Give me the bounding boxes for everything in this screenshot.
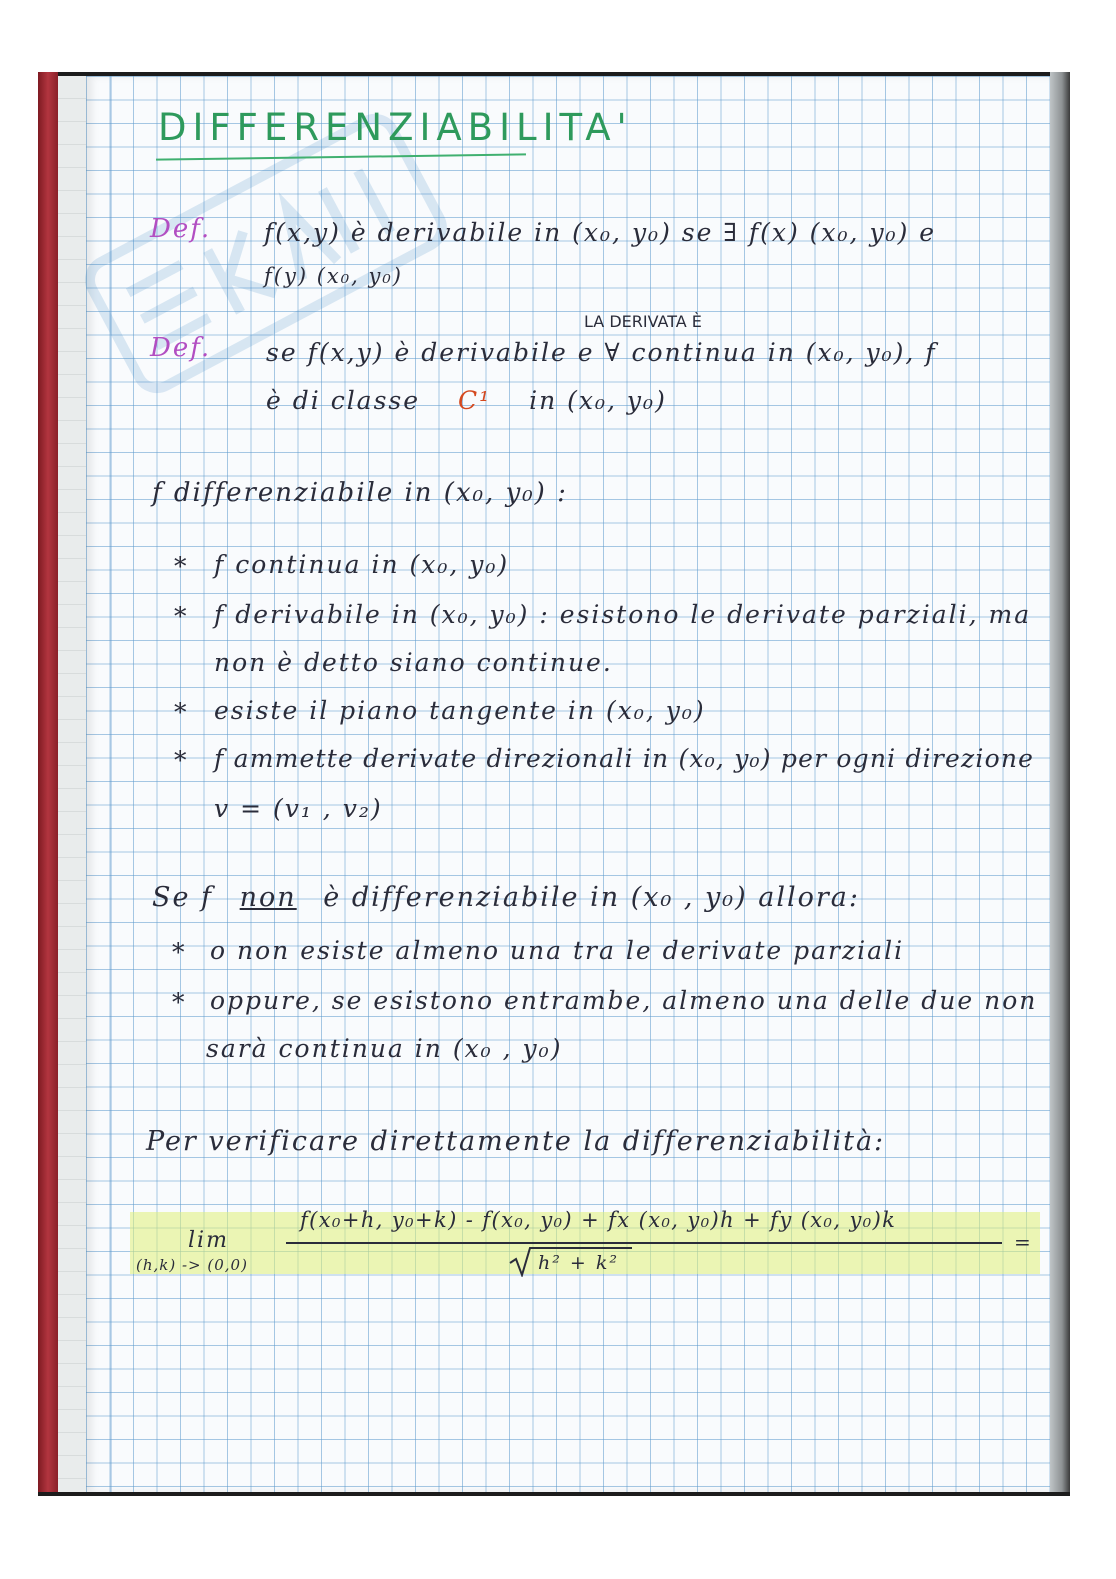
scan-border-bottom <box>38 1492 1070 1496</box>
equals-sign: = <box>1014 1230 1033 1254</box>
diff-prop-text: f ammette derivate direzionali in (x₀, y₀) per ogni direzione <box>214 744 1035 773</box>
diff-prop-text: v = (v₁ , v₂) <box>214 794 383 823</box>
formula-numerator: f(x₀+h, y₀+k) - f(x₀, y₀) + fx (x₀, y₀)h + fy (x₀, y₀)k <box>300 1208 897 1232</box>
diff-prop-text: f derivabile in (x₀, y₀) : esistono le derivate parziali, ma <box>214 600 1032 629</box>
def2-note: LA DERIVATA È <box>584 312 702 331</box>
nondiff-item: o non esiste almeno una tra le derivate parziali <box>210 936 905 965</box>
def2-line1: se f(x,y) è derivabile e ∀ continua in (x₀, y₀), f <box>266 338 937 367</box>
scan-border-right <box>1050 72 1070 1496</box>
nondiff-item: sarà continua in (x₀ , y₀) <box>206 1034 563 1063</box>
diff-intro: f differenziabile in (x₀, y₀) : <box>152 478 568 508</box>
def2-label: Def. <box>150 333 212 363</box>
def1-line1: f(x,y) è derivabile in (x₀, y₀) se ∃ f(x) (x₀, y₀) e <box>264 218 937 247</box>
limit-symbol: lim <box>188 1228 229 1253</box>
nondiff-heading <box>152 882 860 913</box>
diff-prop-bullet: * <box>174 746 189 775</box>
def1-label: Def. <box>150 214 212 244</box>
nondiff-bullet: * <box>172 988 187 1017</box>
nondiff-item: oppure, se esistono entrambe, almeno una delle due non <box>210 986 1038 1015</box>
def2-class-label: C¹ <box>458 386 492 415</box>
def2-line2-pre: è di classe <box>266 386 421 415</box>
formula-denominator: h² + k² <box>538 1252 619 1274</box>
nondiff-post: è differenziabile in (x₀ , y₀) allora: <box>323 882 860 913</box>
nondiff-underlined: non <box>239 882 297 913</box>
page-title: DIFFERENZIABILITA' <box>158 106 633 149</box>
notebook-page <box>86 76 1050 1492</box>
def2-line2-post: in (x₀, y₀) <box>529 386 667 415</box>
notebook-cover-edge <box>38 72 58 1496</box>
nondiff-bullet: * <box>172 938 187 967</box>
def2-line2 <box>266 386 667 415</box>
diff-prop-bullet: * <box>174 552 189 581</box>
limit-subscript: (h,k) -> (0,0) <box>136 1256 248 1274</box>
diff-prop-bullet: * <box>174 602 189 631</box>
page-margin-line <box>110 76 112 1492</box>
fraction-bar <box>286 1242 1002 1244</box>
diff-prop-text: esiste il piano tangente in (x₀, y₀) <box>214 696 706 725</box>
def1-line2: f(y) (x₀, y₀) <box>264 264 403 288</box>
diff-prop-text: non è detto siano continue. <box>214 648 613 677</box>
diff-prop-bullet: * <box>174 698 189 727</box>
nondiff-pre: Se f <box>152 882 214 913</box>
verify-heading: Per verificare direttamente la differenziabilità: <box>146 1126 886 1157</box>
diff-prop-text: f continua in (x₀, y₀) <box>214 550 510 579</box>
